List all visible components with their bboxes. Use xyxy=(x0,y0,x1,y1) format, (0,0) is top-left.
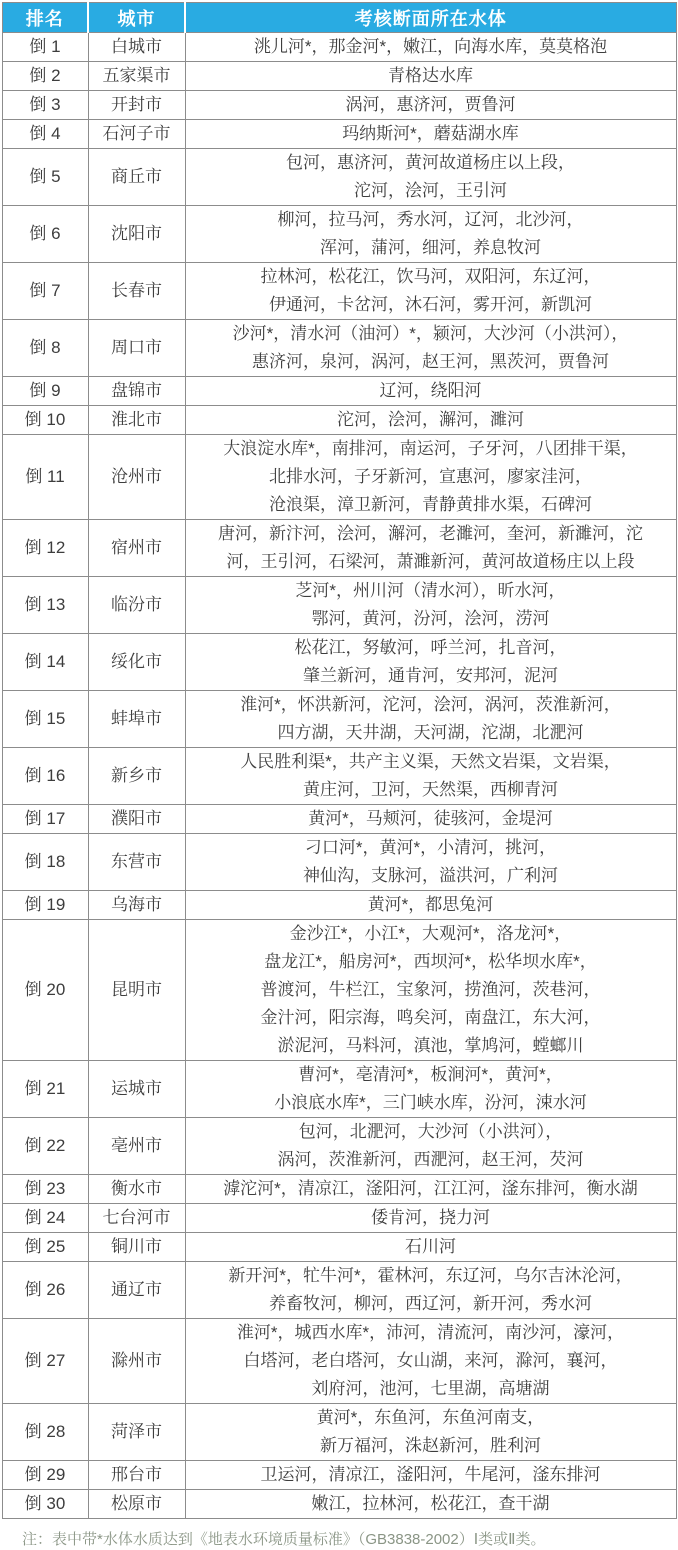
table-body xyxy=(2,33,676,1519)
rank-cell: 倒 8 xyxy=(2,320,88,377)
city-cell: 绥化市 xyxy=(88,634,185,691)
water-bodies-line: 黄庄河，卫河，天然渠，西柳青河 xyxy=(303,780,558,799)
water-bodies-line: 河，王引河，石梁河，萧濉新河，黄河故道杨庄以上段 xyxy=(226,552,635,571)
table-row xyxy=(2,377,676,406)
table-row xyxy=(2,805,676,834)
table-row xyxy=(2,206,676,263)
rank-cell: 倒 1 xyxy=(2,33,88,62)
rank-cell: 倒 15 xyxy=(2,691,88,748)
table-row xyxy=(2,1262,676,1319)
table-row xyxy=(2,920,676,1061)
rank-cell: 倒 17 xyxy=(2,805,88,834)
water-bodies-cell xyxy=(185,834,676,891)
water-bodies-line: 拉林河，松花江，饮马河，双阳河，东辽河， xyxy=(260,267,601,286)
city-cell: 昆明市 xyxy=(88,920,185,1061)
table-row xyxy=(2,634,676,691)
city-cell: 蚌埠市 xyxy=(88,691,185,748)
water-bodies-line: 新开河*，牤牛河*，霍林河，东辽河，乌尔吉沐沦河， xyxy=(228,1266,633,1285)
rank-cell: 倒 16 xyxy=(2,748,88,805)
city-cell: 淮北市 xyxy=(88,406,185,435)
table-row xyxy=(2,320,676,377)
water-bodies-line: 神仙沟，支脉河，溢洪河，广利河 xyxy=(303,866,558,885)
city-cell: 滁州市 xyxy=(88,1319,185,1404)
water-bodies-line: 曹河*，亳清河*，板涧河*，黄河*， xyxy=(298,1065,563,1084)
water-bodies-line: 盘龙江*，船房河*，西坝河*，松华坝水库*， xyxy=(264,952,597,971)
water-bodies-line: 沧浪渠，漳卫新河，青静黄排水渠，石碑河 xyxy=(269,495,592,514)
water-bodies-cell xyxy=(185,406,676,435)
rank-cell: 倒 12 xyxy=(2,520,88,577)
city-cell: 运城市 xyxy=(88,1061,185,1118)
city-cell: 东营市 xyxy=(88,834,185,891)
rank-cell: 倒 25 xyxy=(2,1233,88,1262)
water-bodies-line: 金沙江*，小江*，大观河*，洛龙河*， xyxy=(289,924,572,943)
water-bodies-line: 嫩江，拉林河，松花江，查干湖 xyxy=(311,1494,550,1513)
rank-cell: 倒 21 xyxy=(2,1061,88,1118)
city-cell: 新乡市 xyxy=(88,748,185,805)
table-row xyxy=(2,691,676,748)
water-bodies-line: 松花江，努敏河，呼兰河，扎音河， xyxy=(294,638,567,657)
rank-cell: 倒 2 xyxy=(2,62,88,91)
water-bodies-line: 包河，北淝河，大沙河（小洪河）， xyxy=(298,1122,563,1141)
rank-cell: 倒 27 xyxy=(2,1319,88,1404)
city-cell: 沈阳市 xyxy=(88,206,185,263)
table-row xyxy=(2,1204,676,1233)
rank-cell: 倒 6 xyxy=(2,206,88,263)
water-bodies-cell xyxy=(185,435,676,520)
rank-cell: 倒 28 xyxy=(2,1404,88,1461)
column-header-3: 考核断面所在水体 xyxy=(185,3,676,33)
rank-cell: 倒 7 xyxy=(2,263,88,320)
water-bodies-line: 浑河，蒲河，细河，养息牧河 xyxy=(320,238,541,257)
table-row xyxy=(2,263,676,320)
water-bodies-cell xyxy=(185,206,676,263)
water-bodies-cell xyxy=(185,62,676,91)
rank-cell: 倒 20 xyxy=(2,920,88,1061)
city-water-ranking-table xyxy=(2,2,677,1519)
water-bodies-cell xyxy=(185,120,676,149)
table-row xyxy=(2,748,676,805)
water-bodies-line: 包河，惠济河，黄河故道杨庄以上段， xyxy=(286,153,575,172)
city-cell: 通辽市 xyxy=(88,1262,185,1319)
water-bodies-cell xyxy=(185,320,676,377)
city-cell: 亳州市 xyxy=(88,1118,185,1175)
water-bodies-cell xyxy=(185,149,676,206)
water-bodies-line: 新万福河，洙赵新河，胜利河 xyxy=(320,1436,541,1455)
water-bodies-line: 沱河，浍河，澥河，濉河 xyxy=(337,410,524,429)
water-bodies-line: 洮儿河*，那金河*，嫩江，向海水库，莫莫格泡 xyxy=(253,37,608,56)
city-cell: 沧州市 xyxy=(88,435,185,520)
water-bodies-line: 人民胜利渠*，共产主义渠，天然文岩渠，文岩渠， xyxy=(240,752,621,771)
water-bodies-line: 黄河*，都思兔河 xyxy=(367,895,494,914)
city-cell: 长春市 xyxy=(88,263,185,320)
water-bodies-line: 滹沱河*，清凉江，滏阳河，江江河，滏东排河，衡水湖 xyxy=(223,1179,638,1198)
water-bodies-line: 刁口河*，黄河*，小清河，挑河， xyxy=(304,838,557,857)
city-cell: 濮阳市 xyxy=(88,805,185,834)
water-bodies-line: 四方湖，天井湖，天河湖，沱湖，北淝河 xyxy=(277,723,584,742)
rank-cell: 倒 24 xyxy=(2,1204,88,1233)
table-row xyxy=(2,520,676,577)
rank-cell: 倒 14 xyxy=(2,634,88,691)
water-bodies-cell xyxy=(185,263,676,320)
water-bodies-cell xyxy=(185,1175,676,1204)
city-cell: 石河子市 xyxy=(88,120,185,149)
water-bodies-line: 青格达水库 xyxy=(388,66,473,85)
water-bodies-line: 倭肯河，挠力河 xyxy=(371,1208,490,1227)
water-bodies-cell xyxy=(185,891,676,920)
table-row xyxy=(2,1118,676,1175)
city-cell: 开封市 xyxy=(88,91,185,120)
water-bodies-cell xyxy=(185,1461,676,1490)
city-cell: 盘锦市 xyxy=(88,377,185,406)
water-bodies-line: 涡河，茨淮新河，西淝河，赵王河，芡河 xyxy=(277,1150,584,1169)
table-row xyxy=(2,1461,676,1490)
table-row xyxy=(2,62,676,91)
city-cell: 临汾市 xyxy=(88,577,185,634)
water-bodies-line: 涡河，惠济河，贾鲁河 xyxy=(345,95,516,114)
water-bodies-cell xyxy=(185,1319,676,1404)
footnote: 注：表中带*水体水质达到《地表水环境质量标准》（GB3838-2002）Ⅰ类或Ⅱ类。 xyxy=(22,1531,546,1548)
rank-cell: 倒 10 xyxy=(2,406,88,435)
water-bodies-cell xyxy=(185,377,676,406)
table-row xyxy=(2,1319,676,1404)
rank-cell: 倒 26 xyxy=(2,1262,88,1319)
water-bodies-cell xyxy=(185,1262,676,1319)
rank-cell: 倒 9 xyxy=(2,377,88,406)
water-bodies-line: 沙河*，清水河（油河）*，颍河，大沙河（小洪河）， xyxy=(232,324,629,343)
water-bodies-line: 沱河，浍河，王引河 xyxy=(354,181,507,200)
city-cell: 宿州市 xyxy=(88,520,185,577)
water-bodies-line: 石川河 xyxy=(405,1237,456,1256)
table-row xyxy=(2,149,676,206)
water-bodies-cell xyxy=(185,691,676,748)
water-bodies-cell xyxy=(185,1233,676,1262)
water-bodies-line: 辽河，绕阳河 xyxy=(379,381,482,400)
water-bodies-line: 淤泥河，马料河，滇池，掌鸠河，螳螂川 xyxy=(277,1036,584,1055)
water-bodies-cell xyxy=(185,1490,676,1519)
water-bodies-cell xyxy=(185,805,676,834)
water-bodies-line: 普渡河，牛栏江，宝象河，捞渔河，茨巷河， xyxy=(260,980,601,999)
water-bodies-line: 淮河*，怀洪新河，沱河，浍河，涡河，茨淮新河， xyxy=(240,695,621,714)
water-bodies-cell xyxy=(185,33,676,62)
table-row xyxy=(2,120,676,149)
city-cell: 邢台市 xyxy=(88,1461,185,1490)
table-row xyxy=(2,577,676,634)
rank-cell: 倒 19 xyxy=(2,891,88,920)
water-bodies-cell xyxy=(185,920,676,1061)
table-row xyxy=(2,33,676,62)
table-row xyxy=(2,406,676,435)
table-row xyxy=(2,1175,676,1204)
water-bodies-line: 玛纳斯河*，蘑菇湖水库 xyxy=(342,124,519,143)
rank-cell: 倒 23 xyxy=(2,1175,88,1204)
rank-cell: 倒 4 xyxy=(2,120,88,149)
water-bodies-line: 肇兰新河，通肯河，安邦河，泥河 xyxy=(303,666,558,685)
water-bodies-line: 大浪淀水库*，南排河，南运河，子牙河，八团排干渠， xyxy=(223,439,638,458)
water-bodies-line: 柳河，拉马河，秀水河，辽河，北沙河， xyxy=(277,210,584,229)
water-bodies-cell xyxy=(185,1204,676,1233)
water-bodies-line: 白塔河，老白塔河，女山湖，来河，滁河，襄河， xyxy=(243,1351,618,1370)
city-cell: 乌海市 xyxy=(88,891,185,920)
rank-cell: 倒 11 xyxy=(2,435,88,520)
city-cell: 衡水市 xyxy=(88,1175,185,1204)
city-cell: 五家渠市 xyxy=(88,62,185,91)
table-head-row xyxy=(2,3,676,33)
table-row xyxy=(2,891,676,920)
table-row xyxy=(2,435,676,520)
water-bodies-line: 伊通河，卡岔河，沐石河，雾开河，新凯河 xyxy=(269,295,592,314)
water-bodies-line: 黄河*，马颊河，徒骇河，金堤河 xyxy=(308,809,553,828)
table-row xyxy=(2,1490,676,1519)
rank-cell: 倒 3 xyxy=(2,91,88,120)
water-bodies-line: 小浪底水库*，三门峡水库，汾河，涑水河 xyxy=(274,1093,587,1112)
water-bodies-line: 刘府河，池河，七里湖，高塘湖 xyxy=(311,1379,550,1398)
rank-cell: 倒 22 xyxy=(2,1118,88,1175)
city-cell: 铜川市 xyxy=(88,1233,185,1262)
rank-cell: 倒 18 xyxy=(2,834,88,891)
water-bodies-line: 北排水河，子牙新河，宣惠河，廖家洼河， xyxy=(269,467,592,486)
city-cell: 商丘市 xyxy=(88,149,185,206)
city-cell: 松原市 xyxy=(88,1490,185,1519)
table-row xyxy=(2,1404,676,1461)
rank-cell: 倒 5 xyxy=(2,149,88,206)
water-bodies-line: 黄河*，东鱼河，东鱼河南支， xyxy=(316,1408,545,1427)
water-bodies-cell xyxy=(185,577,676,634)
column-header-1: 排名 xyxy=(2,3,88,33)
water-bodies-cell xyxy=(185,91,676,120)
water-bodies-line: 卫运河，清凉江，滏阳河，牛尾河，滏东排河 xyxy=(260,1465,601,1484)
water-bodies-cell xyxy=(185,748,676,805)
water-bodies-cell xyxy=(185,1404,676,1461)
table-row xyxy=(2,91,676,120)
city-cell: 白城市 xyxy=(88,33,185,62)
water-bodies-cell xyxy=(185,634,676,691)
city-cell: 周口市 xyxy=(88,320,185,377)
rank-cell: 倒 29 xyxy=(2,1461,88,1490)
city-cell: 七台河市 xyxy=(88,1204,185,1233)
water-bodies-line: 养畜牧河，柳河，西辽河，新开河，秀水河 xyxy=(269,1294,592,1313)
water-bodies-line: 淮河*，城西水库*，沛河，清流河，南沙河，濠河， xyxy=(236,1323,625,1342)
water-bodies-line: 唐河，新汴河，浍河，澥河，老濉河，奎河，新濉河，沱 xyxy=(218,524,643,543)
water-bodies-cell xyxy=(185,1118,676,1175)
water-bodies-line: 惠济河，泉河，涡河，赵王河，黑茨河，贾鲁河 xyxy=(252,352,609,371)
table-header xyxy=(2,3,676,33)
table-row xyxy=(2,1061,676,1118)
table-row xyxy=(2,834,676,891)
city-cell: 菏泽市 xyxy=(88,1404,185,1461)
water-bodies-line: 芝河*，州川河（清水河），昕水河， xyxy=(295,581,566,600)
rank-cell: 倒 13 xyxy=(2,577,88,634)
water-bodies-cell xyxy=(185,1061,676,1118)
table-row xyxy=(2,1233,676,1262)
column-header-2: 城市 xyxy=(88,3,185,33)
water-bodies-line: 金汁河，阳宗海，鸣矣河，南盘江，东大河， xyxy=(260,1008,601,1027)
water-bodies-line: 鄂河，黄河，汾河，浍河，涝河 xyxy=(311,609,550,628)
water-bodies-cell xyxy=(185,520,676,577)
rank-cell: 倒 30 xyxy=(2,1490,88,1519)
